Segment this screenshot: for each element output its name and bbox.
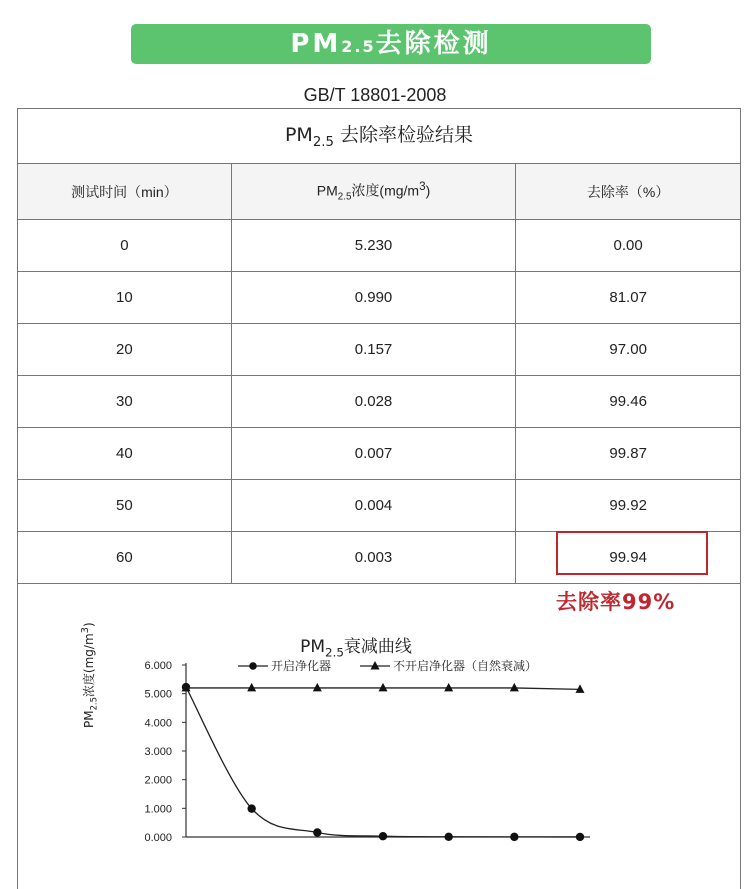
y-tick-label: 6.000	[144, 660, 172, 672]
cell-time: 10	[18, 272, 232, 324]
cell-conc: 0.990	[231, 272, 516, 324]
cell-removal: 99.46	[516, 376, 741, 428]
chart-title-pm: PM	[300, 637, 325, 657]
y-tick-label: 1.000	[144, 803, 172, 816]
cell-conc: 5.230	[231, 220, 516, 272]
cell-conc: 0.028	[231, 376, 516, 428]
banner-suffix: 去除检测	[375, 29, 492, 59]
chart-title-rest: 衰减曲线	[343, 637, 412, 657]
y-tick-label: 4.000	[144, 717, 172, 730]
cell-time: 0	[18, 220, 232, 272]
cell-time: 60	[18, 532, 232, 584]
data-point-natural-decay	[576, 684, 585, 693]
cell-time: 40	[18, 428, 232, 480]
header-conc-rest: 浓度(mg/m	[351, 182, 420, 199]
cell-removal: 0.00	[516, 220, 741, 272]
cell-conc: 0.157	[231, 324, 516, 376]
table-title-pm: PM	[284, 124, 313, 146]
removal-callout: 去除率99%	[556, 590, 676, 614]
cell-removal: 99.94	[516, 532, 741, 584]
header-conc-pm: PM	[316, 182, 338, 199]
cell-conc: 0.003	[231, 532, 516, 584]
cell-removal: 99.92	[516, 480, 741, 532]
data-point-purifier-on	[379, 832, 387, 840]
cell-removal: 97.00	[516, 324, 741, 376]
cell-time: 30	[18, 376, 232, 428]
banner-pm: PM	[290, 29, 342, 59]
data-point-purifier-on	[247, 804, 255, 812]
legend-label-purifier-on: 开启净化器	[271, 659, 332, 673]
table-row	[18, 272, 741, 324]
data-point-purifier-on	[313, 828, 321, 836]
data-point-natural-decay	[379, 683, 388, 692]
table-row	[18, 376, 741, 428]
ylabel-rest: 浓度(mg/m	[82, 633, 96, 698]
ylabel-end: )	[82, 622, 96, 627]
table-title-rest: 去除率检验结果	[333, 124, 474, 146]
data-point-natural-decay	[247, 683, 256, 692]
legend-label-natural-decay: 不开启净化器（自然衰减）	[393, 659, 538, 673]
table-row	[18, 220, 741, 272]
y-tick-label: 2.000	[144, 774, 172, 787]
data-point-natural-decay	[510, 683, 519, 692]
data-point-purifier-on	[576, 833, 584, 841]
header-time: 测试时间（min）	[18, 164, 232, 220]
cell-time: 20	[18, 324, 232, 376]
header-conc-sub: 2.5	[337, 191, 352, 203]
data-point-natural-decay	[444, 683, 453, 692]
data-point-natural-decay	[313, 683, 322, 692]
table-row	[18, 480, 741, 532]
header-removal: 去除率（%）	[516, 164, 741, 220]
table-title-sub: 2.5	[312, 134, 334, 150]
cell-removal: 99.87	[516, 428, 741, 480]
chart-title-sub: 2.5	[325, 645, 344, 660]
data-point-purifier-on	[510, 833, 518, 841]
banner-sub: 2.5	[341, 37, 376, 56]
ylabel-sup: 3	[80, 626, 91, 634]
legend-marker-natural-decay	[371, 661, 380, 670]
header-conc-sup: 3	[419, 180, 426, 194]
cell-conc: 0.004	[231, 480, 516, 532]
header-concentration	[231, 164, 516, 220]
results-table	[17, 163, 741, 584]
cell-conc: 0.007	[231, 428, 516, 480]
series-line-purifier-on	[186, 687, 580, 837]
ylabel-sub: 2.5	[88, 697, 99, 711]
cell-time: 50	[18, 480, 232, 532]
title-banner	[131, 24, 651, 64]
table-title	[17, 108, 741, 163]
ylabel-pm: PM	[82, 710, 96, 728]
standard-code: GB/T 18801-2008	[303, 85, 447, 105]
table-header-row	[18, 164, 741, 220]
header-conc-end: )	[425, 182, 431, 199]
y-tick-label: 5.000	[144, 688, 172, 701]
y-tick-label: 0.000	[144, 832, 172, 844]
legend-marker-purifier-on	[249, 662, 257, 670]
table-row	[18, 324, 741, 376]
cell-removal: 81.07	[516, 272, 741, 324]
highlight-box	[556, 531, 708, 575]
table-row	[18, 428, 741, 480]
data-point-purifier-on	[444, 833, 452, 841]
decay-chart	[0, 600, 750, 889]
y-tick-label: 3.000	[144, 746, 172, 758]
